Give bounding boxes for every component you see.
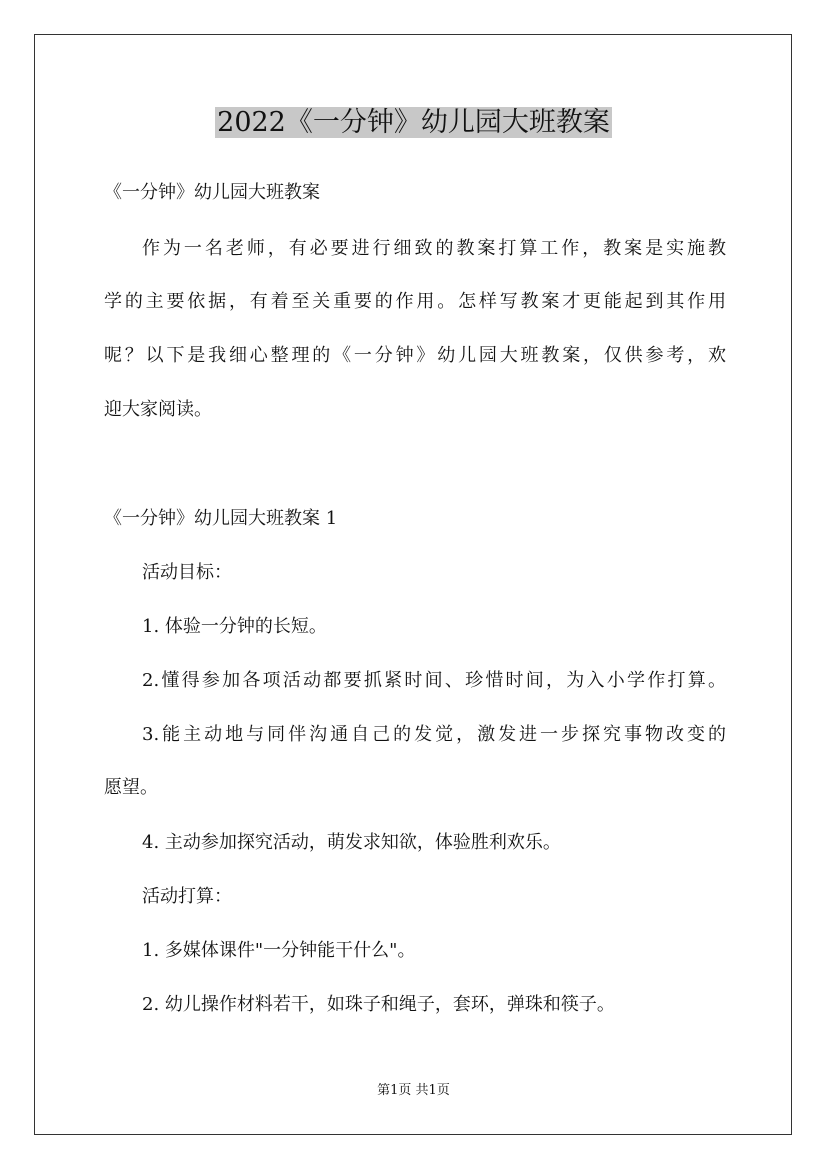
intro-line: 作为一名老师，有必要进行细致的教案打算工作，教案是实施教 — [142, 238, 726, 259]
document-title-text: 2022《一分钟》幼儿园大班教案 — [217, 107, 610, 138]
document-subtitle: 《一分钟》幼儿园大班教案 — [104, 182, 320, 203]
section-heading: 《一分钟》幼儿园大班教案 1 — [104, 508, 338, 529]
document-title — [0, 103, 827, 143]
intro-line: 学的主要依据，有着至关重要的作用。怎样写教案才更能起到其作用 — [104, 291, 726, 312]
goal-item-continued: 愿望。 — [104, 777, 158, 798]
goal-item: 3.能主动地与同伴沟通自己的发觉，激发进一步探究事物改变的 — [142, 724, 726, 745]
prep-item: 2. 幼儿操作材料若干，如珠子和绳子，套环，弹珠和筷子。 — [142, 994, 615, 1015]
intro-line: 呢？以下是我细心整理的《一分钟》幼儿园大班教案，仅供参考，欢 — [104, 345, 726, 366]
goal-item: 2.懂得参加各项活动都要抓紧时间、珍惜时间，为入小学作打算。 — [142, 670, 726, 691]
page-footer: 第1页 共1页 — [377, 1083, 450, 1098]
prep-item: 1. 多媒体课件"一分钟能干什么"。 — [142, 940, 416, 961]
goals-heading: 活动目标： — [142, 562, 232, 583]
goal-item: 1. 体验一分钟的长短。 — [142, 616, 327, 637]
prep-heading: 活动打算： — [142, 886, 232, 907]
goal-item: 4. 主动参加探究活动，萌发求知欲，体验胜利欢乐。 — [142, 832, 561, 853]
intro-line: 迎大家阅读。 — [104, 399, 212, 420]
